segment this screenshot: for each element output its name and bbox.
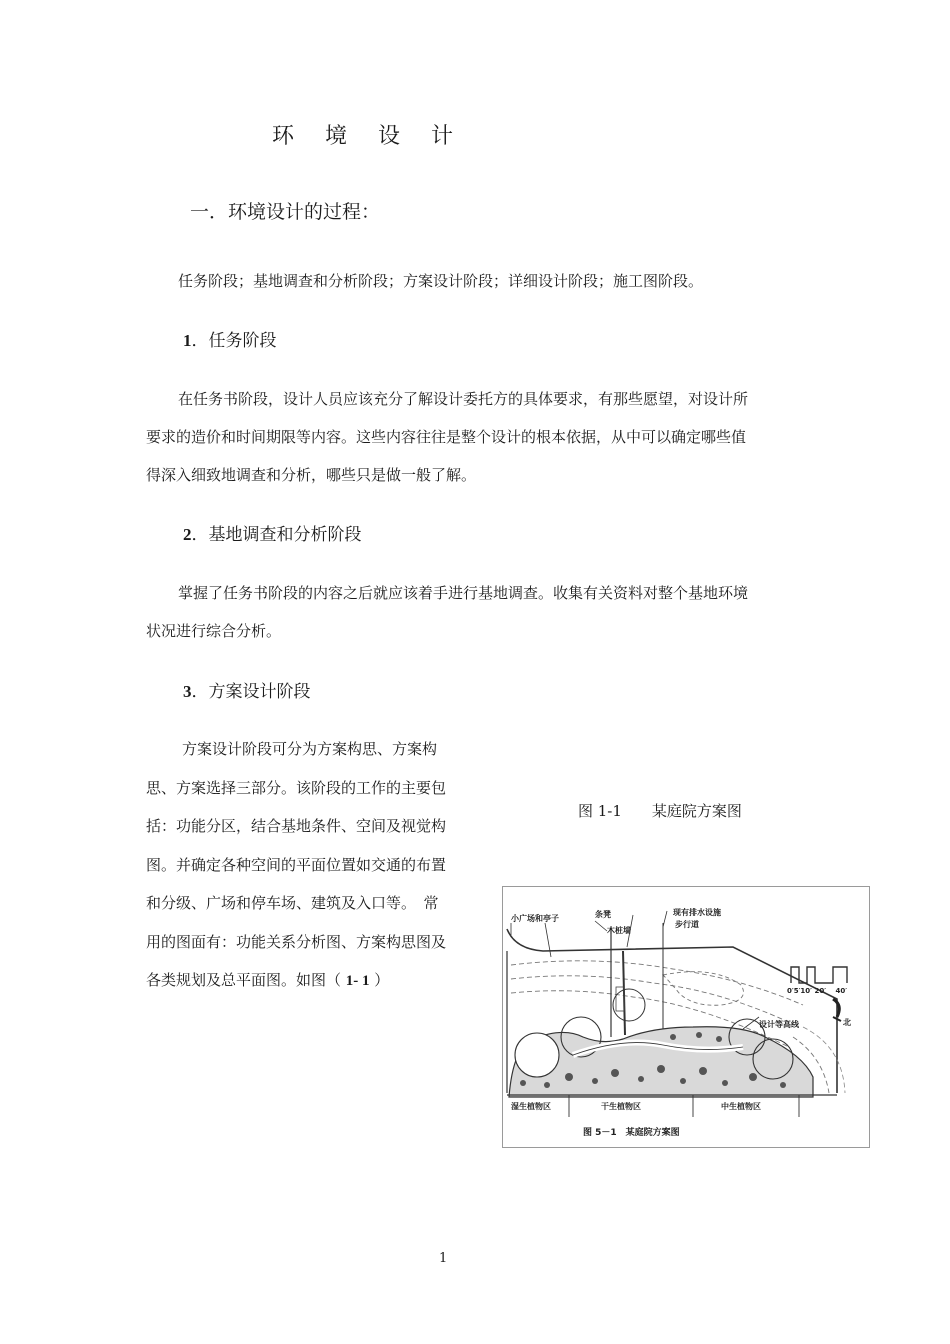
label-chair: 条凳 [595,910,611,919]
courtyard-plan-figure [502,886,870,1148]
label-plaza: 小广场和亭子 [511,914,559,923]
figure-reference: 1- 1 [345,973,370,989]
stage2-heading [183,520,362,545]
page-number: 1 [439,1251,448,1266]
label-scale: 0′5′10′ 20′ 40′ [787,987,848,995]
stage3-number: 3 [183,682,192,701]
stage3-heading [183,677,311,702]
label-path: 步行道 [675,920,699,929]
label-north: 北 [843,1018,851,1027]
label-wall: 木桩墙 [607,926,631,935]
stage1-number: 1 [183,331,192,350]
stage2-title: ．基地调查和分析阶段 [191,525,362,545]
stage3-body [146,730,448,1001]
stage2-body: 掌握了任务书阶段的内容之后就应该着手进行基地调查。收集有关资料对整个基地环境状况进行综合分析。 [146,584,749,640]
document-title: 环 境 设 计 [272,124,465,149]
label-zone-wet: 湿生植物区 [511,1102,551,1111]
label-contour: 设计等高线 [759,1020,799,1029]
label-zone-mid: 中生植物区 [721,1102,761,1111]
label-drain: 现有排水设施 [673,908,721,917]
stages-overview: 任务阶段；基地调查和分析阶段；方案设计阶段；详细设计阶段；施工图阶段。 [178,272,704,290]
figure-caption: 图 1-1 某庭院方案图 [578,802,742,820]
stage3-body-end: ） [369,971,390,989]
stage3-body-text: 方案设计阶段可分为方案构思、方案构思、方案选择三部分。该阶段的工作的主要包括：功能分区，结合基地条件、空间及视觉构图。并确定各种空间的平面位置如交通的布置和分级、广场和停车场、建筑及入口等。 常用的图面有：功能关系分析图、方案构思图及各类规划及总平面图。如图（ [146,740,447,989]
label-zone-dry: 干生植物区 [601,1102,641,1111]
section-heading: 一．环境设计的过程： [190,201,381,223]
stage1-title: ．任务阶段 [191,331,277,351]
stage1-heading [183,326,277,351]
stage3-title: ．方案设计阶段 [191,682,311,702]
stage1-body: 在任务书阶段，设计人员应该充分了解设计委托方的具体要求，有那些愿望，对设计所要求的造价和时间期限等内容。这些内容往往是整个设计的根本依据，从中可以确定哪些值得深入细致地调查和分析，哪些只是做一般了解。 [146,390,749,484]
stage2-number: 2 [183,525,192,544]
courtyard-plan-drawing [503,887,869,1147]
figure-inner-caption: 图 5－1 某庭院方案图 [583,1128,680,1138]
